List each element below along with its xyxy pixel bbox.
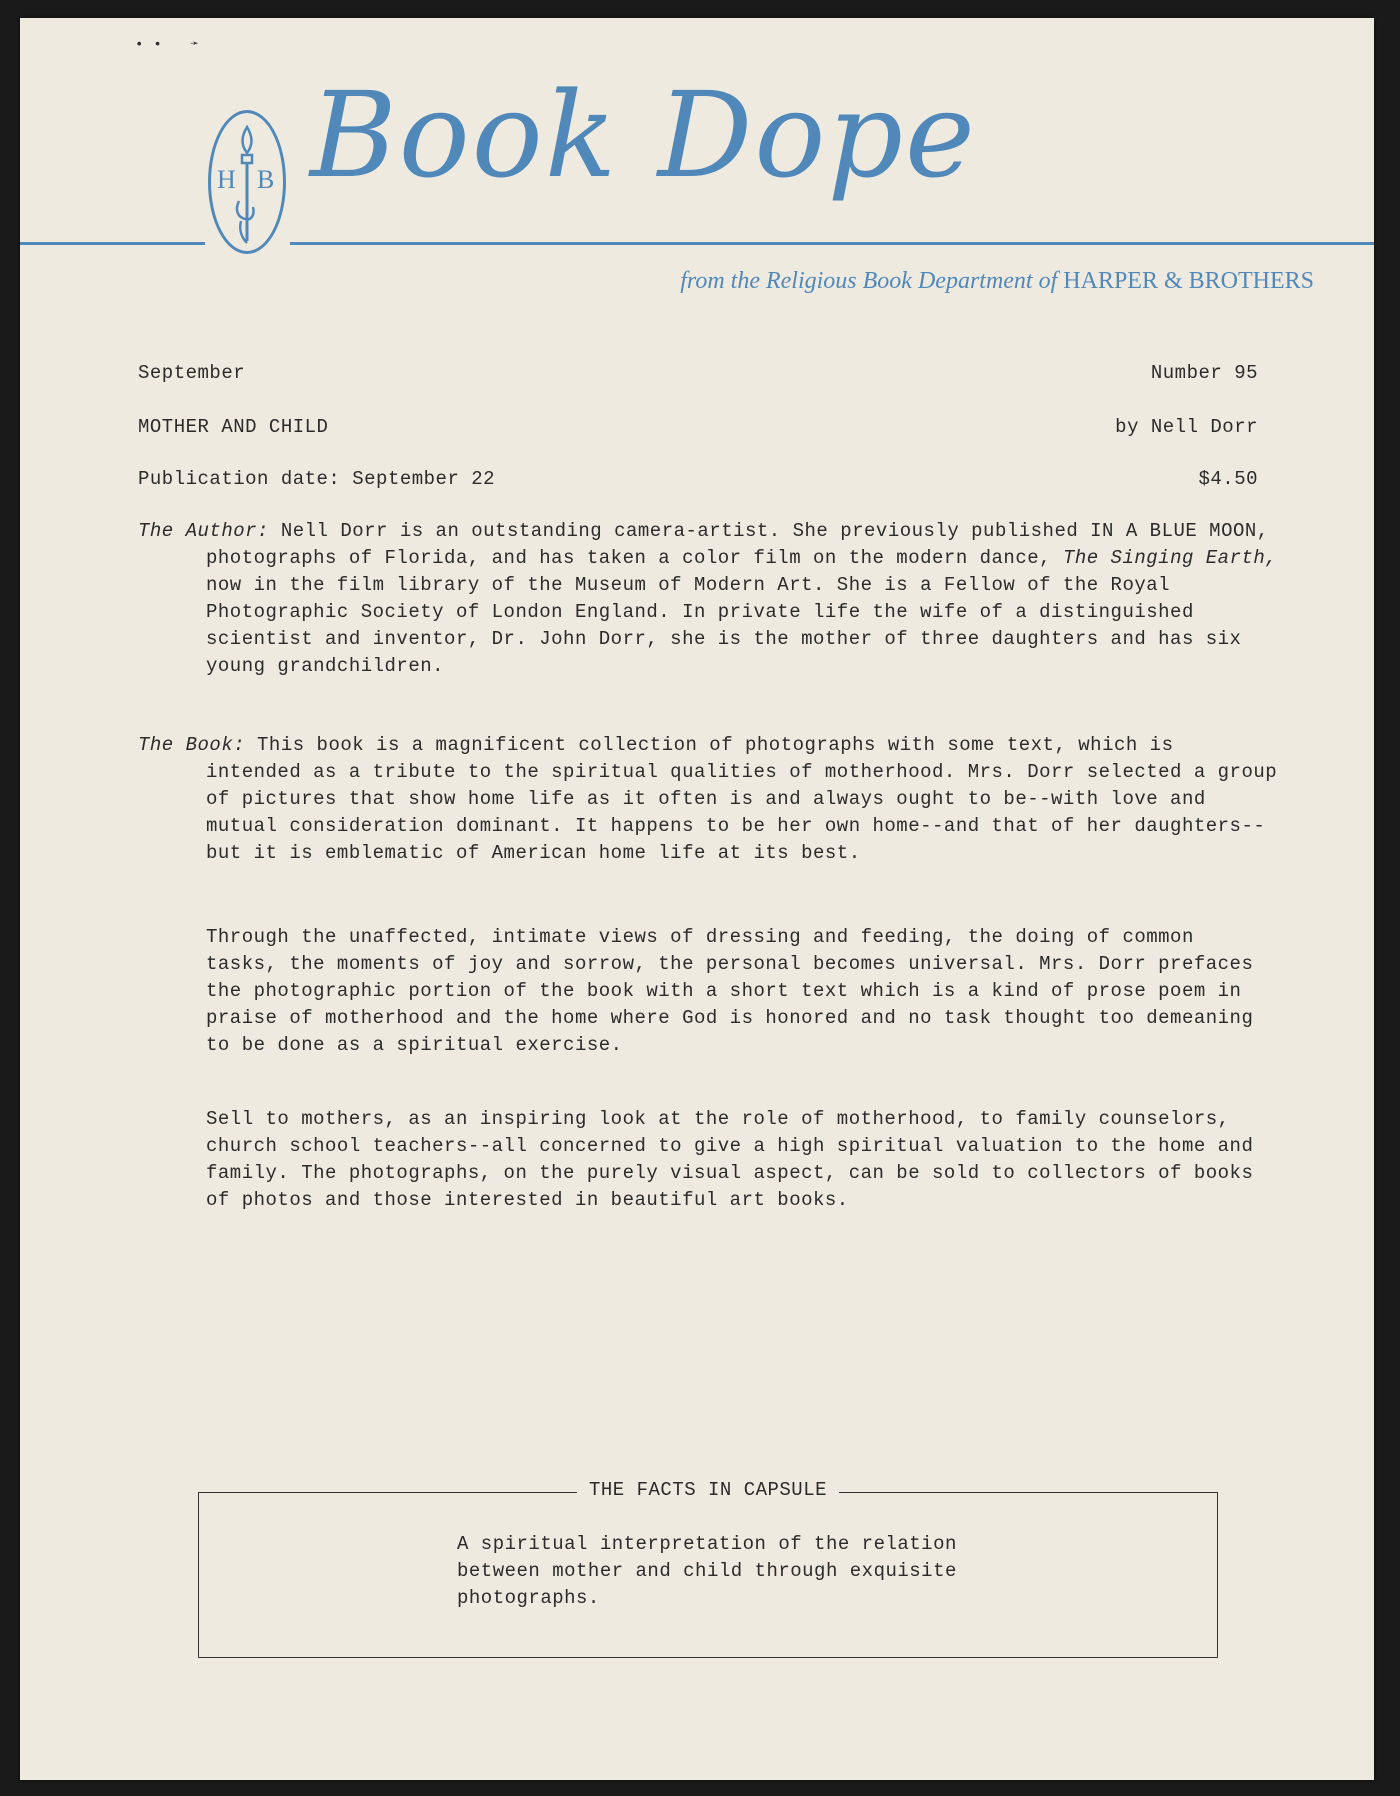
masthead-tagline: [680, 268, 1314, 295]
author-section: [138, 518, 1278, 680]
logo-letter-h: H: [217, 165, 236, 194]
book-paragraph-3: Sell to mothers, as an inspiring look at the role of motherhood, to family counselors, church school teachers--all concerned to give a high spiritual valuation to the home and family. The photographs, on the purely visual aspect, can be sold to collectors of books of photos and those interested in beautiful art books.: [206, 1108, 1254, 1211]
book-price: $4.50: [1198, 468, 1258, 490]
book-paragraph-2: Through the unaffected, intimate views of dressing and feeding, the doing of common tasks, the moments of joy and sorrow, the personal becomes universal. Mrs. Dorr prefaces the photographic portion of the book with a short text which is a kind of prose poem in praise of motherhood and the home where God is honored and no task thought too demeaning to be done as a spiritual exercise.: [206, 926, 1254, 1056]
book-byline: by Nell Dorr: [1115, 416, 1258, 438]
masthead-rule-left: [20, 242, 205, 245]
logo-letter-b: B: [257, 165, 275, 194]
stray-marks: •• ➛: [135, 37, 209, 53]
tagline-publisher: HARPER & BROTHERS: [1063, 268, 1314, 294]
book-title: MOTHER AND CHILD: [138, 416, 329, 438]
author-text-a: Nell Dorr is an outstanding camera-artist. She previously published IN A BLUE MOON, photographs of Florida, and has taken a color film on the modern dance,: [206, 520, 1269, 569]
capsule-text: A spiritual interpretation of the relation between mother and child through exquisite photographs.: [457, 1533, 957, 1609]
issue-number: Number 95: [1150, 362, 1258, 384]
book-label: The Book:: [138, 734, 246, 756]
tagline-department: from the Religious Book Department of: [680, 268, 1058, 294]
publication-date: Publication date: September 22: [138, 468, 496, 490]
facts-capsule: [198, 1479, 1218, 1658]
film-title: The Singing Earth,: [1062, 547, 1278, 569]
issue-month: September: [138, 362, 246, 384]
author-text-b: now in the film library of the Museum of Modern Art. She is a Fellow of the Royal Photographic Society of London England. In private life the wife of a distinguished scientist and inventor, Dr. John Dorr, she is the mother of three daughters and has six young grandchildren.: [206, 574, 1242, 677]
book-text: This book is a magnificent collection of photographs with some text, which is intended as a tribute to the spiritual qualities of motherhood. Mrs. Dorr selected a group of pictures that show home life as it often is and always ought to be--with love and mutual consideration dominant. It happens to be her own home--and that of her daughters--but it is emblematic of American home life at its best.: [206, 734, 1278, 864]
book-section: [138, 732, 1278, 867]
author-label: The Author:: [138, 520, 269, 542]
masthead-rule-right: [290, 242, 1374, 245]
document-page: [20, 18, 1374, 1780]
publisher-logo: [208, 110, 286, 254]
capsule-title: THE FACTS IN CAPSULE: [577, 1479, 839, 1501]
masthead-title: Book Dope: [310, 66, 977, 204]
